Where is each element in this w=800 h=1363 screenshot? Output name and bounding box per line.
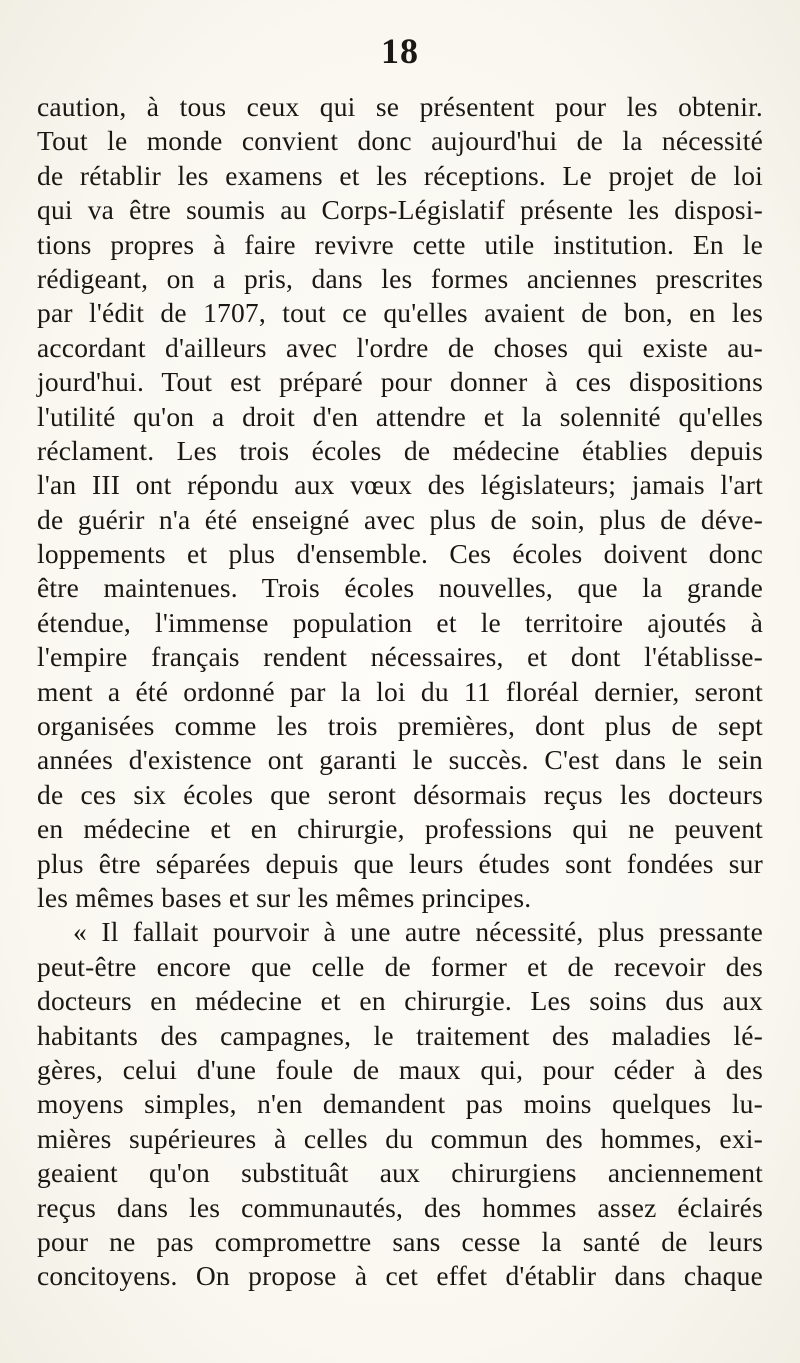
- text-line: l'an III ont répondu aux vœux des législateurs; jamais l'art: [37, 469, 763, 501]
- paragraph-end-line: les mêmes bases et sur les mêmes principes.: [37, 881, 532, 913]
- text-line: habitants des campagnes, le traitement des maladies lé-: [37, 1019, 763, 1051]
- text-line: par l'édit de 1707, tout ce qu'elles avaient de bon, en les: [37, 297, 763, 329]
- text-line: être maintenues. Trois écoles nouvelles, que la grande: [37, 572, 763, 604]
- text-line: Tout le monde convient donc aujourd'hui de la nécessité: [37, 125, 763, 157]
- text-line: l'utilité qu'on a droit d'en attendre et la solennité qu'elles: [37, 400, 763, 432]
- text-line: pour ne pas compromettre sans cesse la santé de leurs: [37, 1225, 763, 1257]
- text-line: rédigeant, on a pris, dans les formes anciennes prescrites: [37, 262, 763, 294]
- text-line: tions propres à faire revivre cette utile institution. En le: [37, 228, 763, 260]
- text-line: organisées comme les trois premières, dont plus de sept: [37, 710, 763, 742]
- text-line: de guérir n'a été enseigné avec plus de soin, plus de déve-: [37, 503, 763, 535]
- text-line: réclament. Les trois écoles de médecine établies depuis: [37, 434, 763, 466]
- body-text: [37, 90, 763, 1294]
- paragraph-start-line: « Il fallait pourvoir à une autre nécessité, plus pressante: [73, 916, 763, 948]
- text-line: moyens simples, n'en demandent pas moins quelques lu-: [37, 1088, 763, 1120]
- text-line: qui va être soumis au Corps-Législatif présente les disposi-: [37, 194, 763, 226]
- text-line: années d'existence ont garanti le succès. C'est dans le sein: [37, 744, 763, 776]
- text-line: loppements et plus d'ensemble. Ces écoles doivent donc: [37, 538, 763, 570]
- text-line: concitoyens. On propose à cet effet d'établir dans chaque: [37, 1260, 763, 1292]
- text-line: l'empire français rendent nécessaires, et dont l'établisse-: [37, 641, 763, 673]
- text-line: accordant d'ailleurs avec l'ordre de choses qui existe au-: [37, 331, 763, 363]
- text-line: mières supérieures à celles du commun des hommes, exi-: [37, 1122, 763, 1154]
- text-line: de ces six écoles que seront désormais reçus les docteurs: [37, 778, 763, 810]
- text-line: de rétablir les examens et les réceptions. Le projet de loi: [37, 159, 763, 191]
- page-number: 18: [381, 31, 419, 71]
- text-line: peut-être encore que celle de former et de recevoir des: [37, 950, 763, 982]
- text-line: ment a été ordonné par la loi du 11 floréal dernier, seront: [37, 675, 763, 707]
- text-line: étendue, l'immense population et le territoire ajoutés à: [37, 606, 763, 638]
- text-line: docteurs en médecine et en chirurgie. Les soins dus aux: [37, 985, 763, 1017]
- text-line: geaient qu'on substituât aux chirurgiens anciennement: [37, 1157, 763, 1189]
- text-line: reçus dans les communautés, des hommes assez éclairés: [37, 1191, 763, 1223]
- text-line: plus être séparées depuis que leurs études sont fondées sur: [37, 847, 763, 879]
- text-line: gères, celui d'une foule de maux qui, pour céder à des: [37, 1053, 763, 1085]
- text-line: caution, à tous ceux qui se présentent pour les obtenir.: [37, 91, 763, 122]
- text-line: jourd'hui. Tout est préparé pour donner à ces dispositions: [37, 366, 763, 398]
- text-line: en médecine et en chirurgie, professions qui ne peuvent: [37, 813, 763, 845]
